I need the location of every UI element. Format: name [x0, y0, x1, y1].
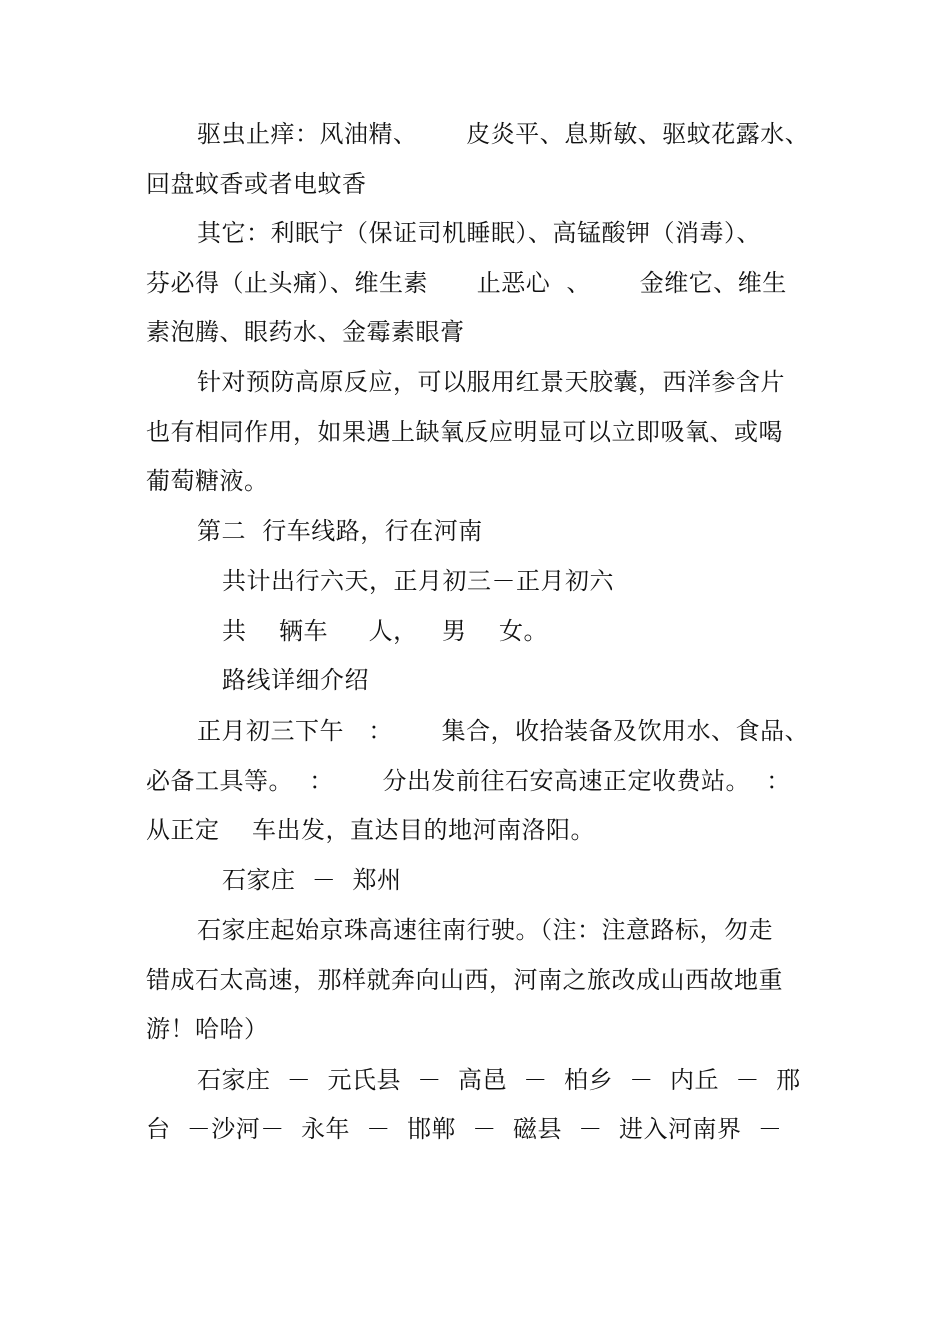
text-line: 共 辆车 人， 男 女。 [222, 617, 549, 645]
text-line: 其它：利眠宁（保证司机睡眠）、高锰酸钾（消毒）、 [197, 219, 761, 247]
text-line: 素泡腾、眼药水、金霉素眼膏 [146, 318, 465, 346]
text-line: 葡萄糖液。 [146, 467, 269, 495]
text-line: 共计出行六天，正月初三－正月初六 [222, 567, 614, 595]
text-line: 针对预防高原反应，可以服用红景天胶囊，西洋参含片 [197, 368, 785, 396]
text-line: 必备工具等。 ： 分出发前往石安高速正定收费站。 ： [146, 767, 791, 795]
text-line: 石家庄起始京珠高速往南行驶。（注：注意路标，勿走 [197, 916, 773, 944]
text-line: 台 －沙河－ 永年 － 邯郸 － 磁县 － 进入河南界 － [146, 1115, 783, 1143]
text-line: 错成石太高速，那样就奔向山西，河南之旅改成山西故地重 [146, 966, 783, 994]
text-line: 也有相同作用，如果遇上缺氧反应明显可以立即吸氧、或喝 [146, 418, 783, 446]
section-heading: 第二 行车线路，行在河南 [197, 517, 483, 545]
text-line: 石家庄 － 郑州 [222, 866, 402, 894]
text-line: 正月初三下午 ： 集合，收拾装备及饮用水、食品、 [197, 717, 810, 745]
text-line: 游！哈哈） [146, 1015, 269, 1043]
text-line: 芬必得（止头痛）、维生素 止恶心 、 金维它、维生 [146, 269, 787, 297]
text-line: 驱虫止痒：风油精、 皮炎平、息斯敏、驱蚊花露水、 [197, 120, 810, 148]
text-line: 回盘蚊香或者电蚊香 [146, 170, 367, 198]
text-line: 从正定 车出发，直达目的地河南洛阳。 [146, 816, 596, 844]
text-line: 路线详细介绍 [222, 666, 369, 694]
text-line: 石家庄 － 元氏县 － 高邑 － 柏乡 － 内丘 － 邢 [197, 1066, 801, 1094]
